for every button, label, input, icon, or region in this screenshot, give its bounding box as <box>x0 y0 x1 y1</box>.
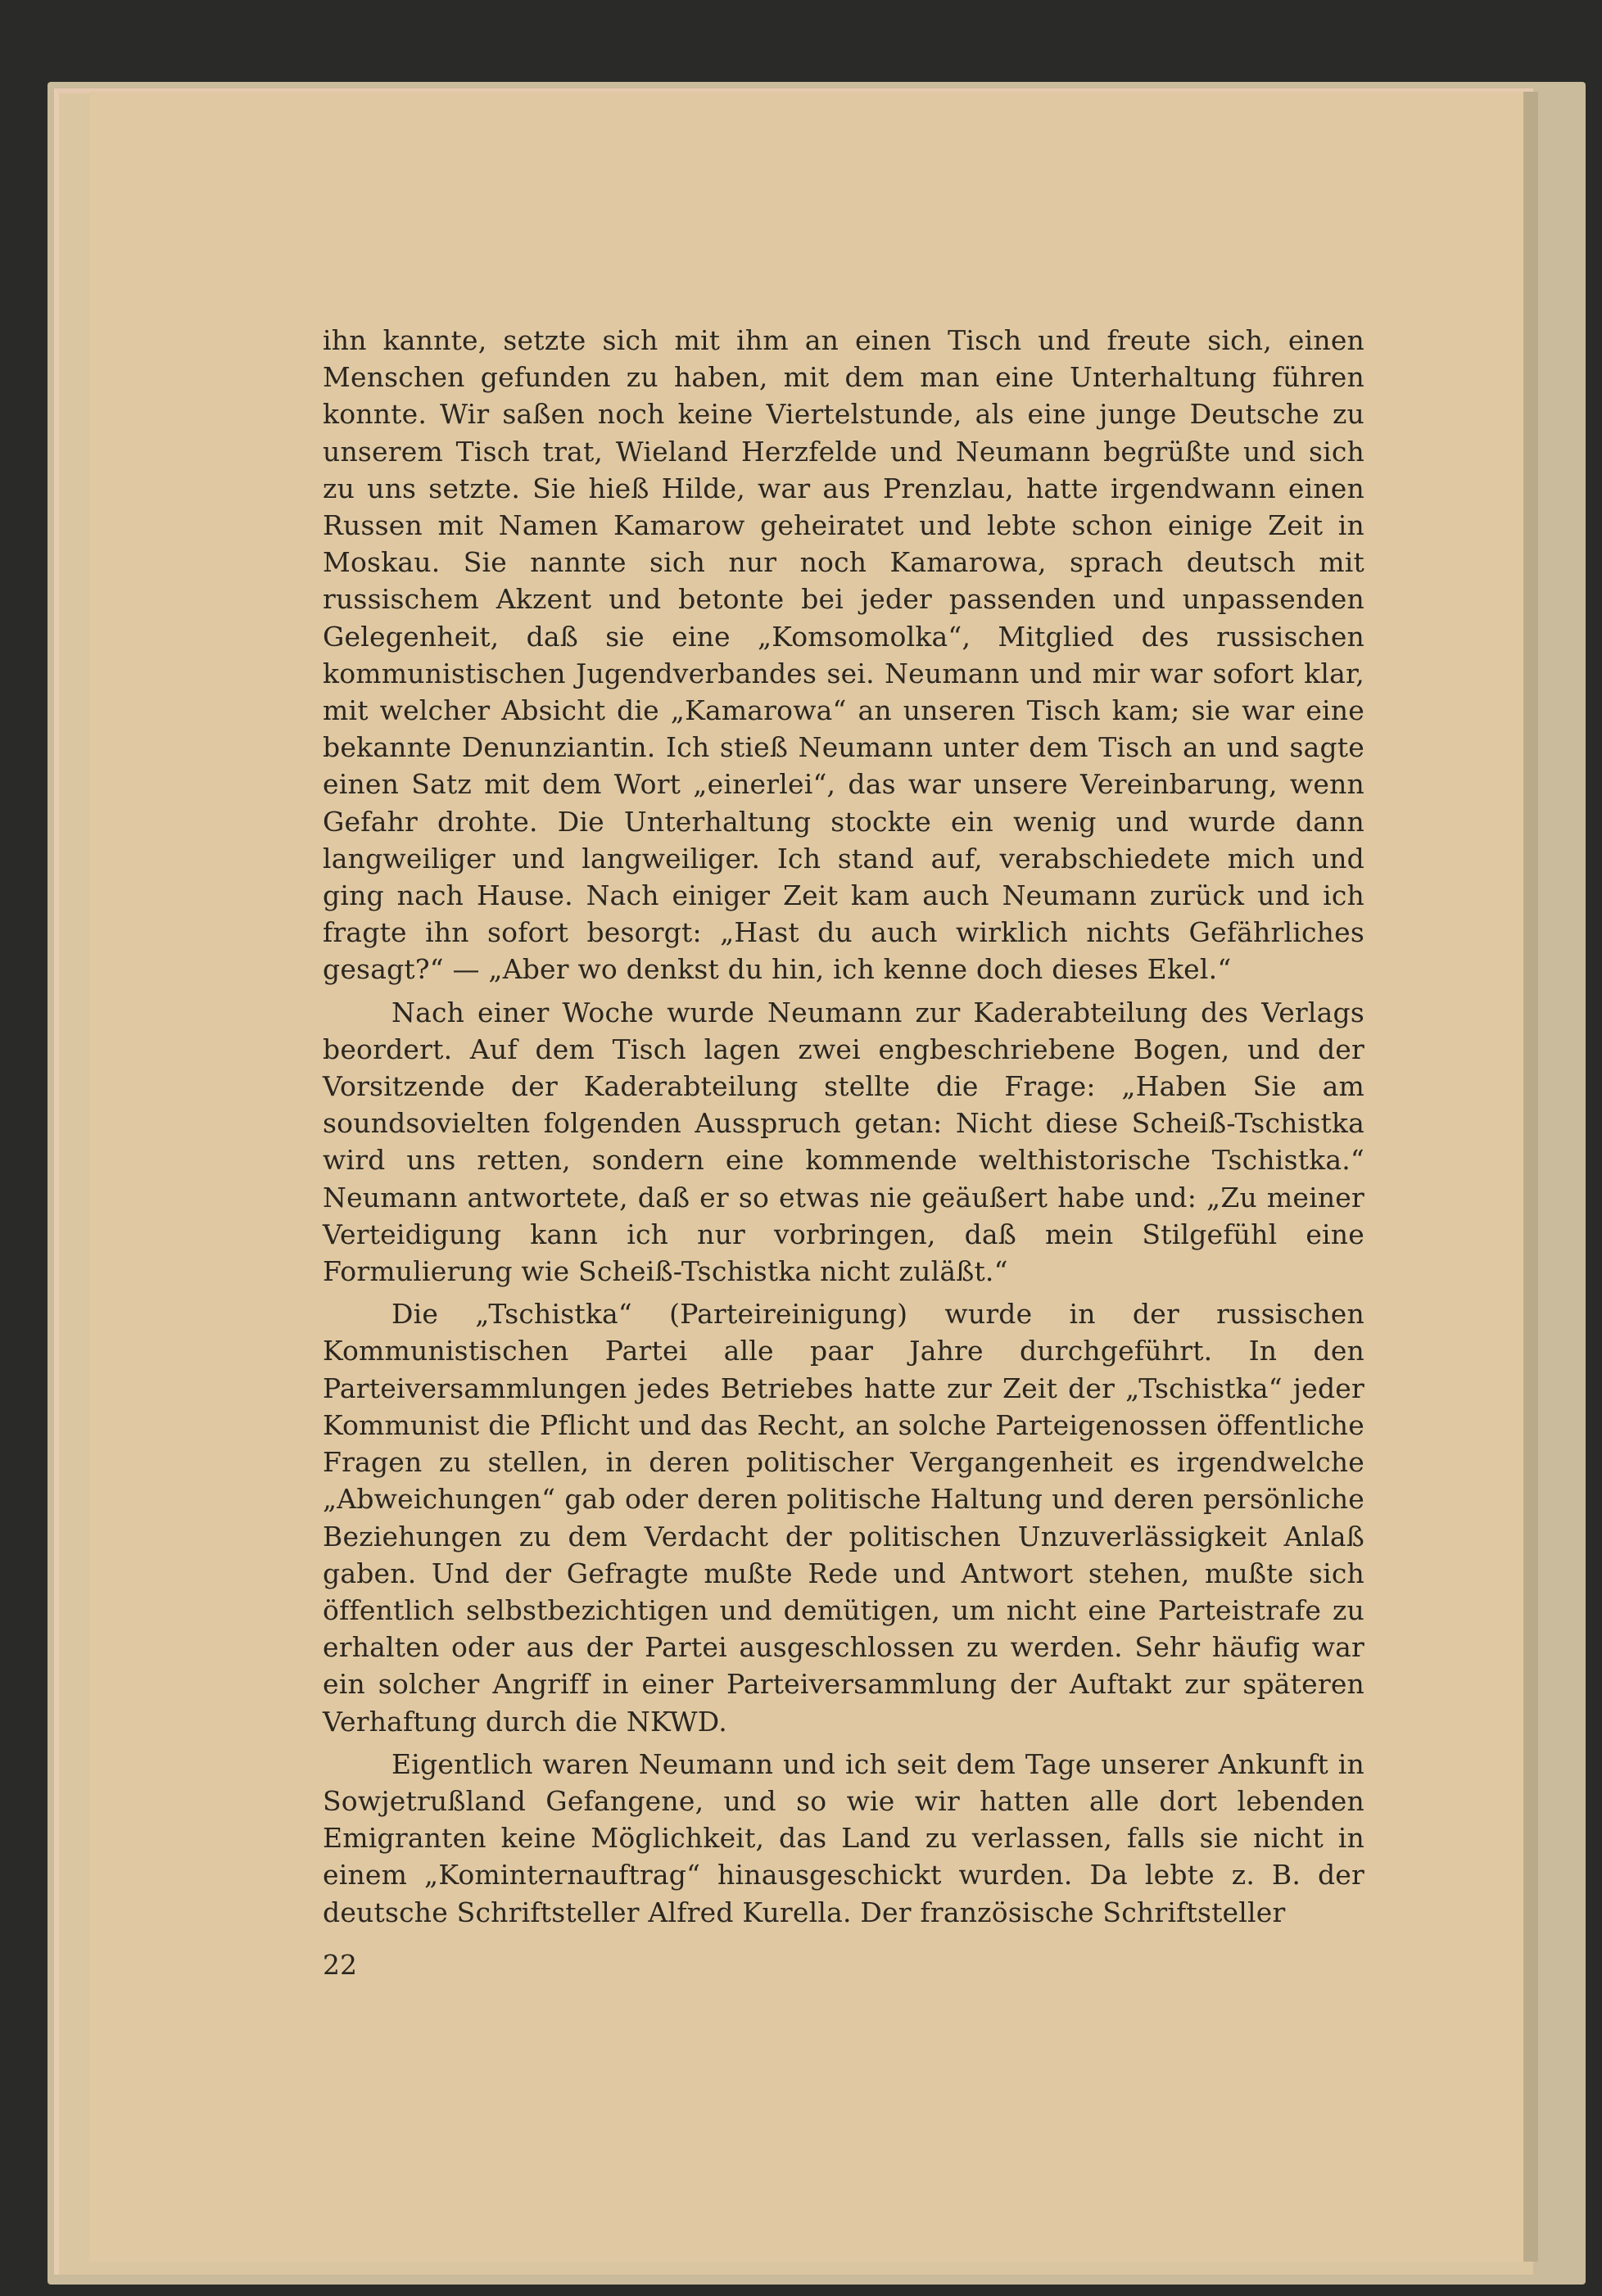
paragraph-3: Die „Tschistka“ (Parteireinigung) wurde in der russischen Kommunistischen Partei alle paar Jahre durchgeführt. In den Parteiversammlungen jedes Betriebes hatte zur Zeit der „Tschistka“ jeder Kommunist die Pflicht und das Recht, an solche Parteigenossen öffentliche Fragen zu stellen, in deren politischer Vergangenheit es irgendwelche „Abweichungen“ gab oder deren politische Haltung und deren persönliche Beziehungen zu dem Verdacht der politischen Unzuverlässigkeit Anlaß gaben. Und der Gefragte mußte Rede und Antwort stehen, mußte sich öffentlich selbstbezichtigen und demütigen, um nicht eine Parteistrafe zu erhalten oder aus der Partei ausgeschlossen zu werden. Sehr häufig war ein solcher Angriff in einer Parteiversammlung der Auftakt zur späteren Verhaftung durch die NKWD. <box>323 1298 1364 1738</box>
body-text <box>323 322 1364 1931</box>
paragraph-4: Eigentlich waren Neumann und ich seit dem Tage unserer Ankunft in Sowjetrußland Gefangene, und so wie wir hatten alle dort lebenden Emigranten keine Möglichkeit, das Land zu verlassen, falls sie nicht in einem „Kominternauftrag“ hinausgeschickt wurden. Da lebte z. B. der deutsche Schriftsteller Alfred Kurella. Der französische Schriftsteller <box>323 1747 1364 1928</box>
page-shadow <box>1523 92 1538 2262</box>
page-number: 22 <box>323 1949 357 1981</box>
paragraph-1: ihn kannte, setzte sich mit ihm an einen Tisch und freute sich, einen Menschen gefunden zu haben, mit dem man eine Unterhaltung führen konnte. Wir saßen noch keine Viertelstunde, als eine junge Deutsche zu unserem Tisch trat, Wieland Herzfelde und Neumann begrüßte und sich zu uns setzte. Sie hieß Hilde, war aus Prenzlau, hatte irgendwann einen Russen mit Namen Kamarow geheiratet und lebte schon einige Zeit in Moskau. Sie nannte sich nur noch Kamarowa, sprach deutsch mit russischem Akzent und betonte bei jeder passenden und unpassenden Gelegenheit, daß sie eine „Komsomolka“, Mitglied des russischen kommunistischen Jugendverbandes sei. Neumann und mir war sofort klar, mit welcher Absicht die „Kamarowa“ an unseren Tisch kam; sie war eine bekannte Denunziantin. Ich stieß Neumann unter dem Tisch an und sagte einen Satz mit dem Wort „einerlei“, das war unsere Vereinbarung, wenn Gefahr drohte. Die Unterhaltung stockte ein wenig und wurde dann langweiliger und langweiliger. Ich stand auf, verabschiedete mich und ging nach Hause. Nach einiger Zeit kam auch Neumann zurück und ich fragte ihn sofort besorgt: „Hast du auch wirklich nichts Gefährliches gesagt?“ — „Aber wo denkst du hin, ich kenne doch dieses Ekel.“ <box>323 324 1364 986</box>
paragraph-2: Nach einer Woche wurde Neumann zur Kaderabteilung des Verlags beordert. Auf dem Tisch lagen zwei engbeschriebene Bogen, und der Vorsitzende der Kaderabteilung stellte die Frage: „Haben Sie am soundsovielten folgenden Ausspruch getan: Nicht diese Scheiß-Tschistka wird uns retten, sondern eine kommende welthistorische Tschistka.“ Neumann antwortete, daß er so etwas nie geäußert habe und: „Zu meiner Verteidigung kann ich nur vorbringen, daß mein Stilgefühl eine Formulierung wie Scheiß-Tschistka nicht zuläßt.“ <box>323 996 1364 1288</box>
